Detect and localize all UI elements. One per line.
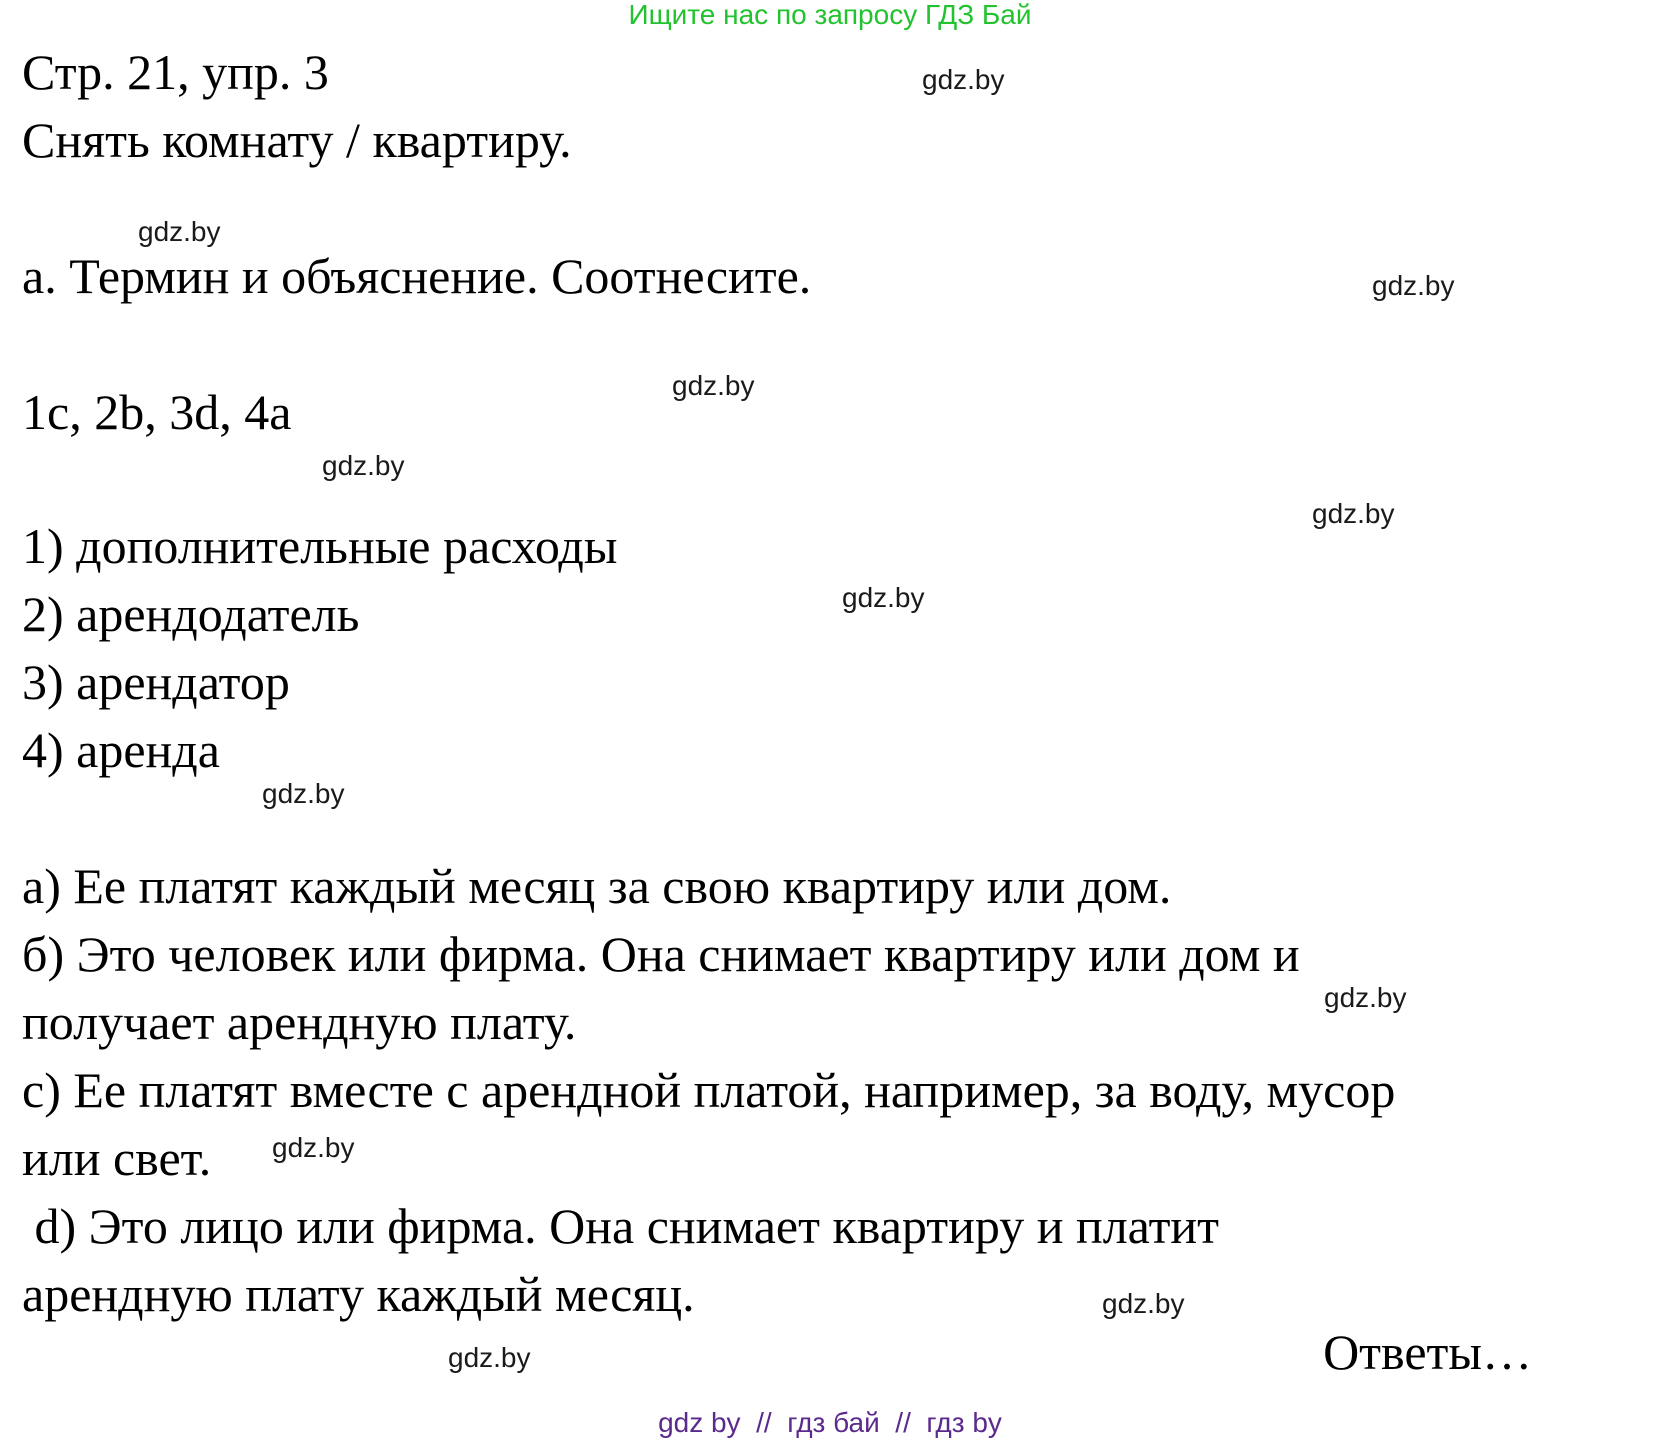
definition-b-line1: б) Это человек или фирма. Она снимает квартиру или дом и	[22, 926, 1300, 982]
term-4: 4) аренда	[22, 722, 220, 778]
watermark: gdz.by	[842, 582, 925, 613]
watermark: gdz.by	[672, 370, 755, 401]
term-1: 1) дополнительные расходы	[22, 518, 618, 574]
watermark: gdz.by	[1324, 982, 1407, 1013]
page-reference: Стр. 21, упр. 3	[22, 44, 329, 100]
answer-key: 1c, 2b, 3d, 4a	[22, 384, 292, 440]
task-title: a. Термин и объяснение. Соотнесите.	[22, 248, 812, 304]
watermark: gdz.by	[922, 64, 1005, 95]
footer-links: gdz by // гдз бай // гдз by	[658, 1407, 1002, 1438]
definition-a: a) Ее платят каждый месяц за свою квартиру или дом.	[22, 858, 1172, 914]
definition-c-line2: или свет.	[22, 1130, 212, 1186]
watermark: gdz.by	[272, 1132, 355, 1163]
more-answers-link[interactable]: Ответы…	[1323, 1324, 1532, 1380]
exercise-topic: Снять комнату / квартиру.	[22, 112, 572, 168]
watermark: gdz.by	[448, 1342, 531, 1373]
definition-d-line1: d) Это лицо или фирма. Она снимает квартиру и платит	[22, 1198, 1220, 1254]
top-banner: Ищите нас по запросу ГДЗ Бай	[628, 0, 1032, 30]
watermark: gdz.by	[322, 450, 405, 481]
watermark: gdz.by	[1372, 270, 1455, 301]
term-2: 2) арендодатель	[22, 586, 360, 642]
definition-d-line2: арендную плату каждый месяц.	[22, 1266, 695, 1322]
watermark: gdz.by	[262, 778, 345, 809]
watermark: gdz.by	[138, 216, 221, 247]
definition-b-line2: получает арендную плату.	[22, 994, 577, 1050]
watermark: gdz.by	[1102, 1288, 1185, 1319]
term-3: 3) арендатор	[22, 654, 290, 710]
definition-c-line1: c) Ее платят вместе с арендной платой, например, за воду, мусор	[22, 1062, 1396, 1118]
watermark: gdz.by	[1312, 498, 1395, 529]
